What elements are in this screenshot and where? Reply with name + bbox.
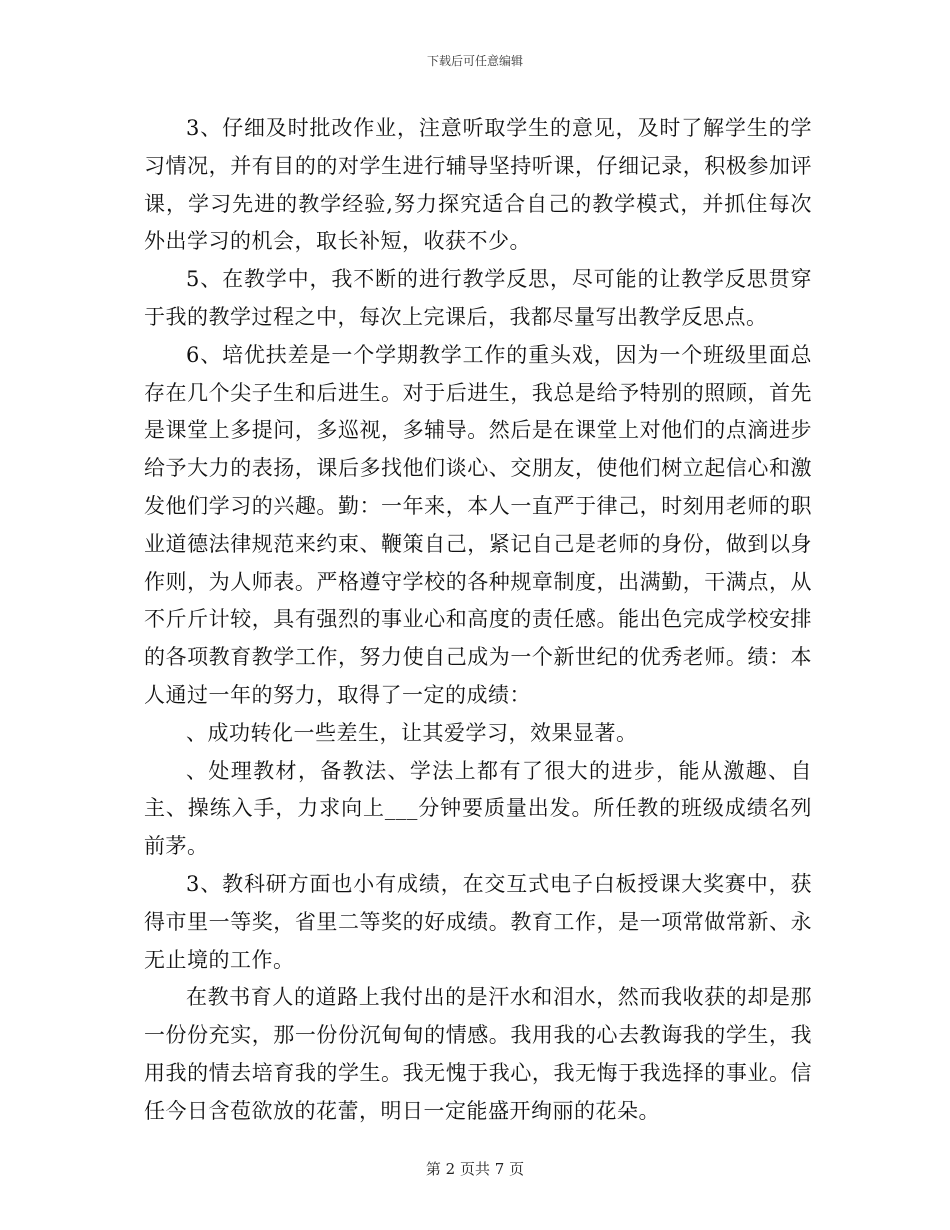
paragraph-conclusion: 在教书育人的道路上我付出的是汗水和泪水，然而我收获的却是那一份份充实，那一份份沉甸甸的情感。我用我的心去教诲我的学生，我用我的情去培育我的学生。我无愧于我心，我无悔于我选择的事业。信任今日含苞欲放的花蕾，明日一定能盛开绚丽的花朵。 (144, 985, 812, 1123)
paragraph-achievement-3: 3、教科研方面也小有成绩，在交互式电子白板授课大奖赛中，获得市里一等奖，省里二等奖的好成绩。教育工作，是一项常做常新、永无止境的工作。 (144, 871, 812, 972)
paragraph-achievement-2: 、处理教材，备教法、学法上都有了很大的进步，能从激趣、自主、操练入手，力求向上___分钟要质量出发。所任教的班级成绩名列前茅。 (144, 758, 812, 859)
paragraph-item-6: 6、培优扶差是一个学期教学工作的重头戏，因为一个班级里面总存在几个尖子生和后进生。对于后进生，我总是给予特别的照顾，首先是课堂上多提问，多巡视，多辅导。然后是在课堂上对他们的点滴进步给予大力的表扬，课后多找他们谈心、交朋友，使他们树立起信心和激发他们学习的兴趣。勤：一年来，本人一直严于律己，时刻用老师的职业道德法律规范来约束、鞭策自己，紧记自己是老师的身份，做到以身作则，为人师表。严格遵守学校的各种规章制度，出满勤，干满点，从不斤斤计较，具有强烈的事业心和高度的责任感。能出色完成学校安排的各项教育教学工作，努力使自己成为一个新世纪的优秀老师。绩：本人通过一年的努力，取得了一定的成绩： (144, 342, 812, 707)
paragraph-item-5: 5、在教学中，我不断的进行教学反思，尽可能的让教学反思贯穿于我的教学过程之中，每次上完课后，我都尽量写出教学反思点。 (144, 267, 812, 329)
paragraph-achievement-1: 、成功转化一些差生，让其爱学习，效果显著。 (186, 720, 638, 745)
document-body (144, 110, 812, 1131)
page-footer: 第 2 页共 7 页 (425, 1160, 525, 1178)
paragraph-item-3: 3、仔细及时批改作业，注意听取学生的意见，及时了解学生的学习情况，并有目的的对学生进行辅导坚持听课，仔细记录，积极参加评课，学习先进的教学经验,努力探究适合自己的教学模式，并抓住每次外出学习的机会，取长补短，收获不少。 (144, 116, 812, 254)
page-header: 下载后可任意编辑 (426, 54, 523, 68)
